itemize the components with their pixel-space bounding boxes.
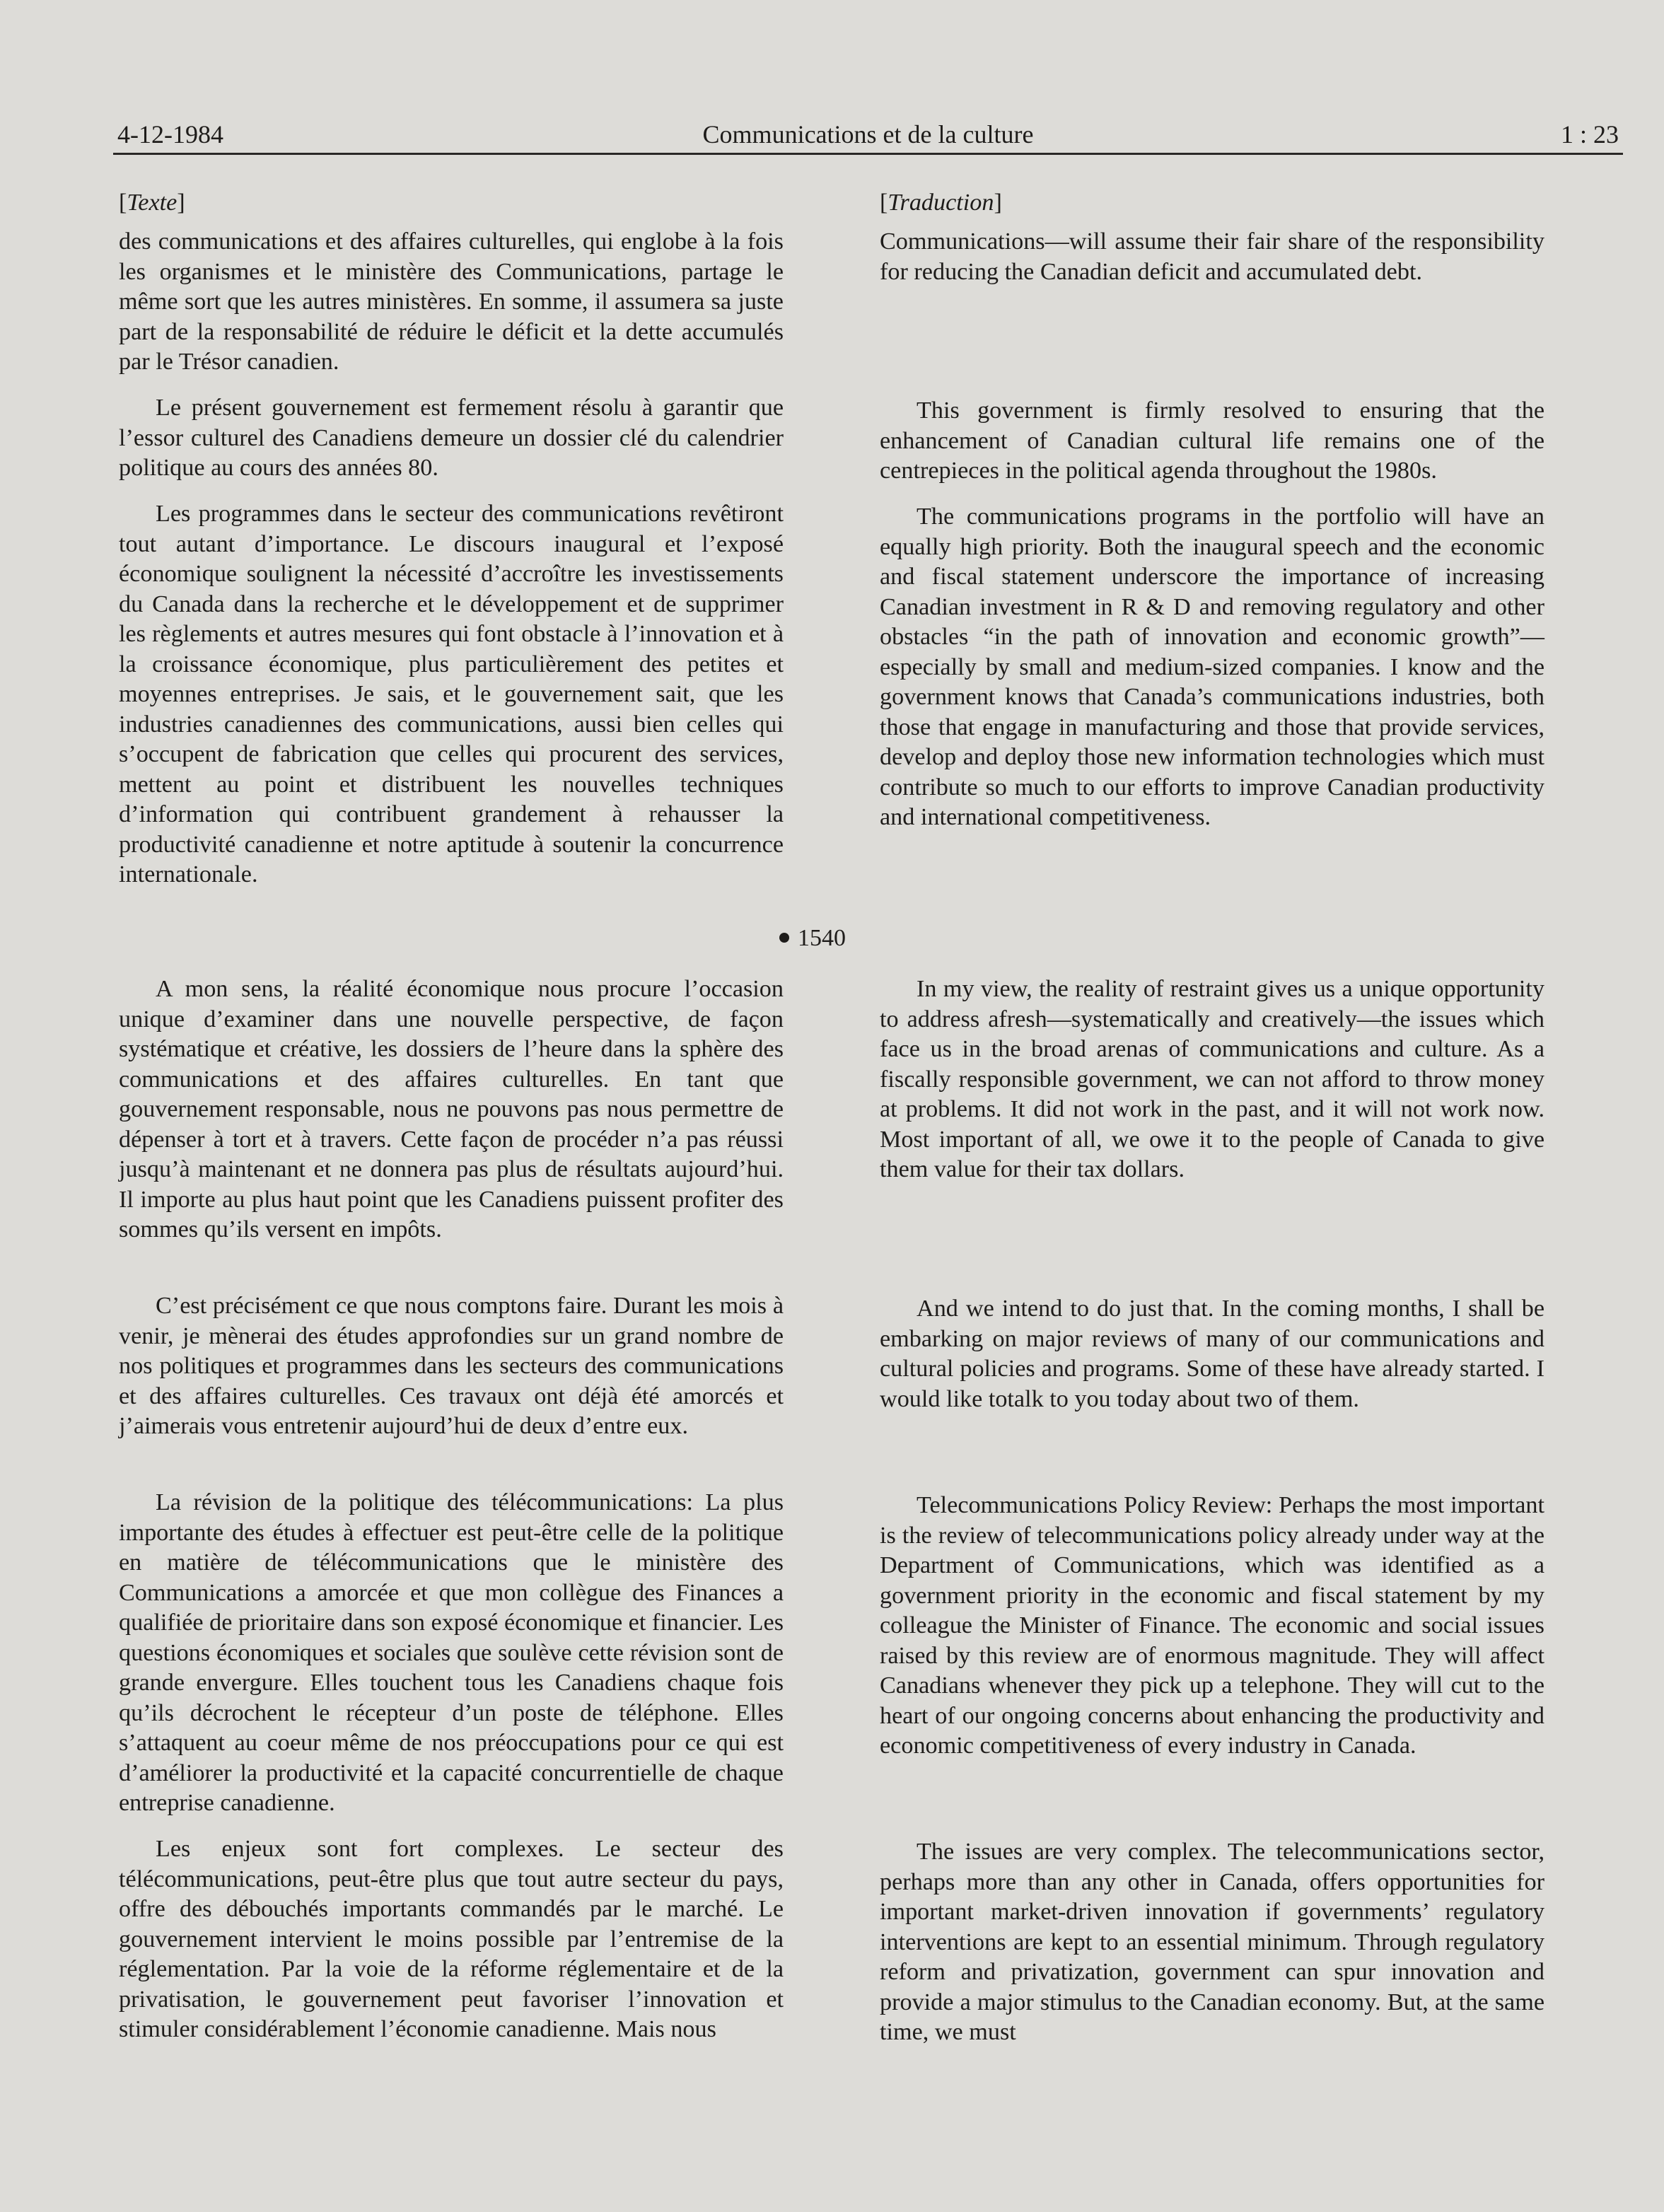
right-paragraph-2-block <box>880 396 1544 487</box>
right-paragraph-3: The communications programs in the portfolio will have an equally high priority. Both the inaugural speech and the economic and fiscal statement underscore the importance of increasing Canadian investment in R & D and removing regulatory and other obstacles “in the path of innovation and economic growth”—especially by small and medium-sized companies. I know and the government knows that Canada’s communications industries, both those that engage in manufacturing and those that provide services, develop and deploy those new information technologies which must contribute so much to our efforts to improve Canadian productivity and international competitiveness. <box>880 503 1544 830</box>
right-paragraph-5: And we intend to do just that. In the coming months, I shall be embarking on major reviews of many of our communications and cultural policies and programs. Some of these have already started. I would like totalk to you today about two of them. <box>880 1296 1544 1412</box>
left-paragraph-3: Les programmes dans le secteur des communications revêtiront tout autant d’importance. Le discours inaugural et l’exposé économique soulignent la nécessité d’accroître les investissements du Canada dans la recherche et le développement et de supprimer les règlements et autres mesures qui font obstacle à l’innovation et à la croissance économique, plus particulièrement des petites et moyennes entreprises. Je sais, et le gouvernement sait, que les industries canadiennes des communications, aussi bien celles qui s’occupent de fabrication que celles qui procurent des services, mettent au point et distribuent les nouvelles techniques d’information qui contribuent grandement à rehausser la productivité canadienne et notre aptitude à soutenir la concurrence internationale. <box>119 501 784 887</box>
left-paragraph-4-block <box>119 974 784 1245</box>
left-paragraph-2: Le présent gouvernement est fermement résolu à garantir que l’essor culturel des Canadiens demeure un dossier clé du calendrier politique au cours des années 80. <box>119 395 784 481</box>
page-header <box>113 116 1623 155</box>
header-title: Communications et de la culture <box>702 120 1034 149</box>
time-marker <box>119 924 846 953</box>
right-paragraph-1: Communications—will assume their fair share of the responsibility for reducing the Canadian deficit and accumulated debt. <box>880 228 1544 285</box>
header-date: 4-12-1984 <box>117 120 223 149</box>
right-paragraph-7-block <box>880 1837 1544 2048</box>
label-traduction: Traduction <box>888 190 994 216</box>
time-marker-value: 1540 <box>798 925 846 951</box>
right-paragraph-6: Telecommunications Policy Review: Perhaps the most important is the review of telecommunications policy already under way at the Department of Communications, which was identified as a government priority in the economic and fiscal statement by my colleague the Minister of Finance. The economic and social issues raised by this review are of enormous magnitude. They will affect Canadians whenever they pick up a telephone. They will cut to the heart of our ongoing concerns about enhancing the productivity and economic competitiveness of every industry in Canada. <box>880 1492 1544 1759</box>
right-paragraph-6-block <box>880 1491 1544 1762</box>
header-page-number: 1 : 23 <box>1560 120 1619 149</box>
left-paragraph-1: des communications et des affaires culturelles, qui englobe à la fois les organismes et le ministère des Communications, partage le même sort que les autres ministères. En somme, il assumera sa juste part de la responsabilité de réduire le déficit et la dette accumulés par le Trésor canadien. <box>119 228 784 375</box>
right-paragraph-4-block <box>880 974 1544 1185</box>
right-paragraph-4: In my view, the reality of restraint gives us a unique opportunity to address afresh—systematically and creatively—the issues which face us in the broad arenas of communications and culture. As a fiscally responsible government, we can not afford to throw money at problems. It did not work in the past, and it will not work now. Most important of all, we owe it to the people of Canada to give them value for their tax dollars. <box>880 976 1544 1182</box>
left-paragraph-5-block <box>119 1291 784 1442</box>
left-paragraph-2-block <box>119 393 784 484</box>
left-paragraph-5: C’est précisément ce que nous comptons faire. Durant les mois à venir, je mènerai des études approfondies sur un grand nombre de nos politiques et programmes dans les secteurs des communications et des affaires culturelles. Ces travaux ont déjà été amorcés et j’aimerais vous entretenir aujourd’hui de deux d’entre eux. <box>119 1293 784 1439</box>
left-paragraph-7-block <box>119 1834 784 2045</box>
right-paragraph-7: The issues are very complex. The telecommunications sector, perhaps more than any other in Canada, offers opportunities for important market-driven innovation if governments’ regulatory interventions are kept to an essential minimum. Through regulatory reform and privatization, government can spur innovation and provide a major stimulus to the Canadian economy. But, at the same time, we must <box>880 1839 1544 2045</box>
right-paragraph-2: This government is firmly resolved to ensuring that the enhancement of Canadian cultural life remains one of the centrepieces in the political agenda throughout the 1980s. <box>880 397 1544 484</box>
left-paragraph-6: La révision de la politique des télécommunications: La plus importante des études à effectuer est peut-être celle de la politique en matière de télécommunications que le ministère des Communications a amorcée et que mon collègue des Finances a qualifiée de prioritaire dans son exposé économique et financier. Les questions économiques et sociales que soulève cette révision sont de grande envergure. Elles touchent tous les Canadiens chaque fois qu’ils décrochent le récepteur d’un poste de téléphone. Elles s’attaquent au coeur même de nos préoccupations pour ce qui est d’améliorer la productivité et la capacité concurrentielle de chaque entreprise canadienne. <box>119 1489 784 1816</box>
left-paragraph-1-block <box>119 227 784 378</box>
left-paragraph-3-block <box>119 499 784 890</box>
left-paragraph-7: Les enjeux sont fort complexes. Le secteur des télécommunications, peut-être plus que tout autre secteur du pays, offre des débouchés importants commandés par le marché. Le gouvernement intervient le moins possible par l’entremise de la réglementation. Par la voie de la réforme réglementaire et de la privatisation, le gouvernement peut favoriser l’innovation et stimuler considérablement l’économie canadienne. Mais nous <box>119 1836 784 2042</box>
label-texte: Texte <box>127 190 178 216</box>
left-paragraph-4: A mon sens, la réalité économique nous procure l’occasion unique d’examiner dans une nouvelle perspective, de façon systématique et créative, les dossiers de l’heure dans la sphère des communications et des affaires culturelles. En tant que gouvernement responsable, nous ne pouvons pas nous permettre de dépenser à tort et à travers. Cette façon de procéder n’a pas réussi jusqu’à maintenant et ne donnera pas plus de résultats aujourd’hui. Il importe au plus haut point que les Canadiens puissent profiter des sommes qu’ils versent en impôts. <box>119 976 784 1242</box>
right-paragraph-1-block <box>880 227 1544 287</box>
right-column-label: [Traduction] <box>880 190 1002 216</box>
right-paragraph-5-block <box>880 1294 1544 1414</box>
right-paragraph-3-block <box>880 502 1544 833</box>
bullet-icon <box>779 933 789 943</box>
left-paragraph-6-block <box>119 1488 784 1819</box>
left-column-label: [Texte] <box>119 190 185 216</box>
